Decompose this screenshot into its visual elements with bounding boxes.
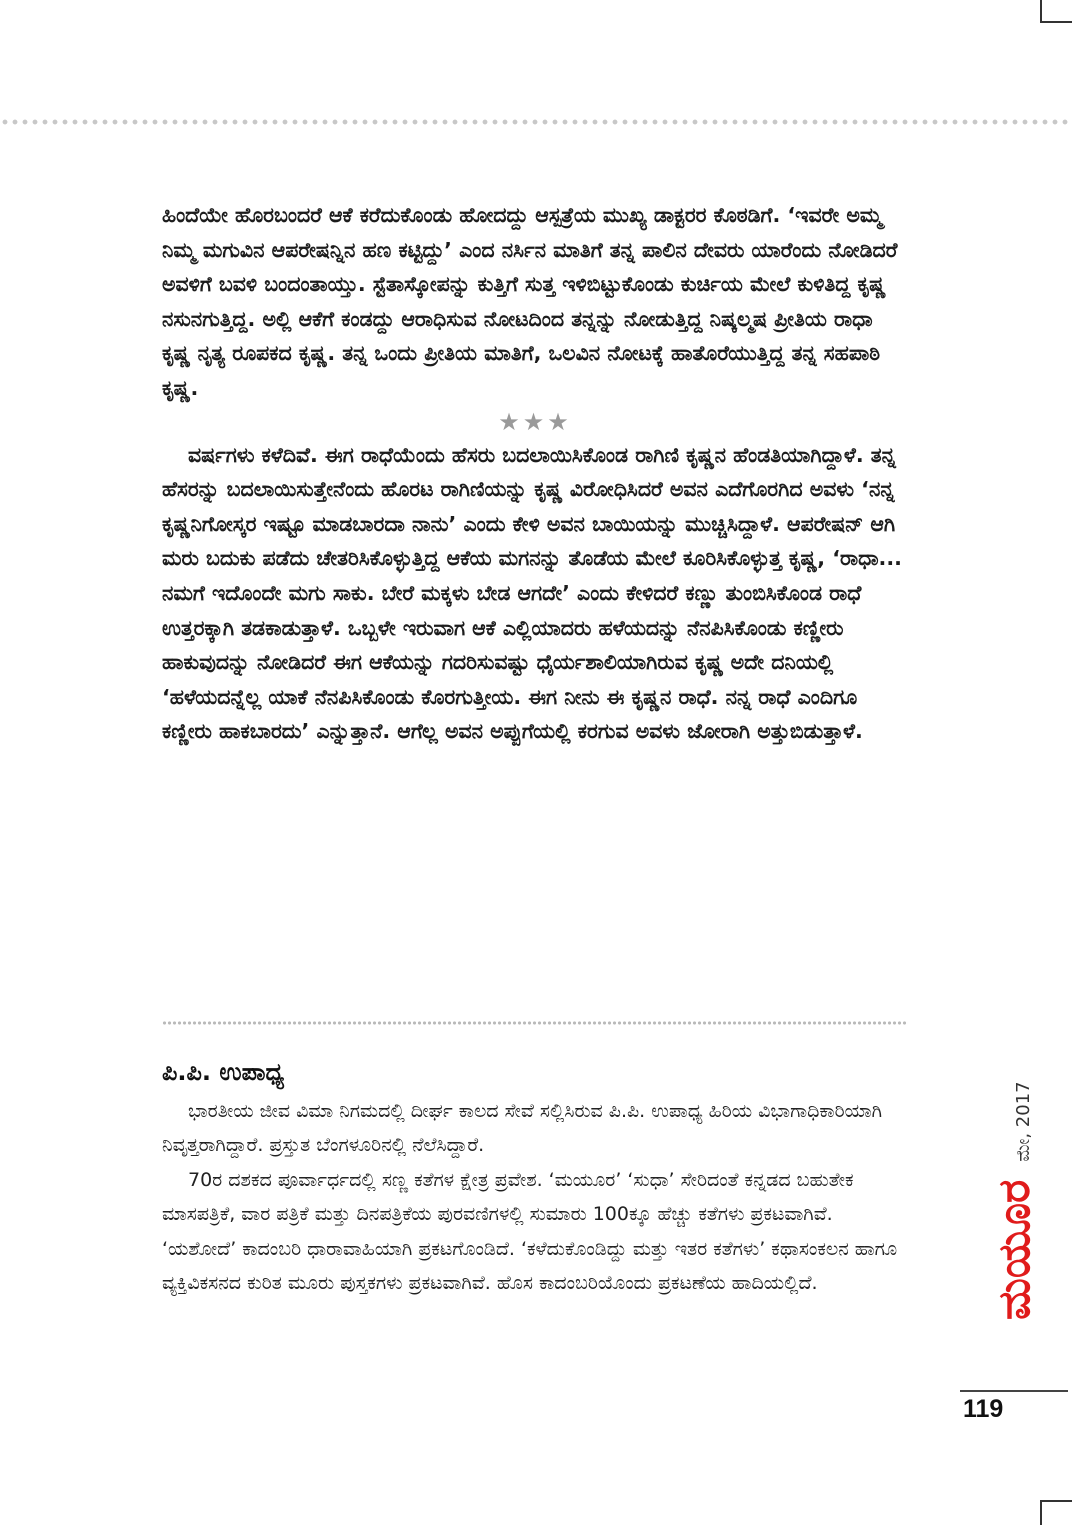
page-number-rule bbox=[960, 1390, 1068, 1392]
crop-mark-top-right-vertical bbox=[1040, 0, 1042, 22]
magazine-logo: ಮಯೂರ bbox=[989, 1179, 1040, 1320]
section-separator-stars: ★★★ bbox=[498, 407, 572, 436]
section-dotted-rule bbox=[162, 1020, 908, 1026]
crop-mark-bottom-right-horizontal bbox=[1040, 1500, 1072, 1502]
crop-mark-top-right-horizontal bbox=[1040, 21, 1072, 23]
author-bio-paragraph-1: ಭಾರತೀಯ ಜೀವ ವಿಮಾ ನಿಗಮದಲ್ಲಿ ದೀರ್ಘ ಕಾಲದ ಸೇವೆ ಸಲ್ಲಿಸಿರುವ ಪಿ.ಪಿ. ಉಪಾಧ್ಯ ಹಿರಿಯ ವಿಭಾಗಾಧಿಕಾರಿಯಾಗಿ ನಿವೃತ್ತರಾಗಿದ್ದಾರೆ. ಪ್ರಸ್ತುತ ಬೆಂಗಳೂರಿನಲ್ಲಿ ನೆಲೆಸಿದ್ದಾರೆ. bbox=[162, 1100, 883, 1157]
page-number: 119 bbox=[963, 1395, 1004, 1423]
story-paragraph-1: ಹಿಂದೆಯೇ ಹೊರಬಂದರೆ ಆಕೆ ಕರೆದುಕೊಂಡು ಹೋದದ್ದು ಆಸ್ಪತ್ರೆಯ ಮುಖ್ಯ ಡಾಕ್ಟರರ ಕೊಠಡಿಗೆ. ‘ಇವರೇ ಅಮ್ಮ ನಿಮ್ಮ ಮಗುವಿನ ಆಪರೇಷನ್ನಿನ ಹಣ ಕಟ್ಟಿದ್ದು’ ಎಂದ ನರ್ಸಿನ ಮಾತಿಗೆ ತನ್ನ ಪಾಲಿನ ದೇವರು ಯಾರೆಂದು ನೋಡಿದರೆ ಅವಳಿಗೆ ಬವಳಿ ಬಂದಂತಾಯ್ತು. ಸ್ಟೆತಾಸ್ಕೋಪನ್ನು ಕುತ್ತಿಗೆ ಸುತ್ತ ಇಳಿಬಿಟ್ಟುಕೊಂಡು ಕುರ್ಚಿಯ ಮೇಲೆ ಕುಳಿತಿದ್ದ ಕೃಷ್ಣ ನಸುನಗುತ್ತಿದ್ದ. ಅಲ್ಲಿ ಆಕೆಗೆ ಕಂಡದ್ದು ಆರಾಧಿಸುವ ನೋಟದಿಂದ ತನ್ನನ್ನು ನೋಡುತ್ತಿದ್ದ ನಿಷ್ಕಲ್ಮಷ ಪ್ರೀತಿಯ ರಾಧಾ ಕೃಷ್ಣ ನೃತ್ಯ ರೂಪಕದ ಕೃಷ್ಣ. ತನ್ನ ಒಂದು ಪ್ರೀತಿಯ ಮಾತಿಗೆ, ಒಲವಿನ ನೋಟಕ್ಕೆ ಹಾತೊರೆಯುತ್ತಿದ್ದ ತನ್ನ ಸಹಪಾಠಿ ಕೃಷ್ಣ. bbox=[162, 203, 898, 400]
issue-date: ಮೇ, 2017 bbox=[1013, 1081, 1034, 1162]
author-bio bbox=[162, 1094, 908, 1300]
top-dotted-rule bbox=[0, 118, 1072, 126]
story-paragraph-2: ವರ್ಷಗಳು ಕಳೆದಿವೆ. ಈಗ ರಾಧೆಯೆಂದು ಹೆಸರು ಬದಲಾಯಿಸಿಕೊಂಡ ರಾಗಿಣಿ ಕೃಷ್ಣನ ಹೆಂಡತಿಯಾಗಿದ್ದಾಳೆ. ತನ್ನ ಹೆಸರನ್ನು ಬದಲಾಯಿಸುತ್ತೇನೆಂದು ಹೊರಟ ರಾಗಿಣಿಯನ್ನು ಕೃಷ್ಣ ವಿರೋಧಿಸಿದರೆ ಅವನ ಎದೆಗೊರಗಿದ ಅವಳು ‘ನನ್ನ ಕೃಷ್ಣನಿಗೋಸ್ಕರ ಇಷ್ಟೂ ಮಾಡಬಾರದಾ ನಾನು’ ಎಂದು ಕೇಳಿ ಅವನ ಬಾಯಿಯನ್ನು ಮುಚ್ಚಿಸಿದ್ದಾಳೆ. ಆಪರೇಷನ್ ಆಗಿ ಮರು ಬದುಕು ಪಡೆದು ಚೇತರಿಸಿಕೊಳ್ಳುತ್ತಿದ್ದ ಆಕೆಯ ಮಗನನ್ನು ತೊಡೆಯ ಮೇಲೆ ಕೂರಿಸಿಕೊಳ್ಳುತ್ತ ಕೃಷ್ಣ, ‘ರಾಧಾ... ನಮಗೆ ಇದೊಂದೇ ಮಗು ಸಾಕು. ಬೇರೆ ಮಕ್ಕಳು ಬೇಡ ಆಗದೇ’ ಎಂದು ಕೇಳಿದರೆ ಕಣ್ಣು ತುಂಬಿಸಿಕೊಂಡ ರಾಧೆ ಉತ್ತರಕ್ಕಾಗಿ ತಡಕಾಡುತ್ತಾಳೆ. ಒಬ್ಬಳೇ ಇರುವಾಗ ಆಕೆ ಎಲ್ಲಿಯಾದರು ಹಳೆಯದನ್ನು ನೆನಪಿಸಿಕೊಂಡು ಕಣ್ಣೀರು ಹಾಕುವುದನ್ನು ನೋಡಿದರೆ ಈಗ ಆಕೆಯನ್ನು ಗದರಿಸುವಷ್ಟು ಧೈರ್ಯಶಾಲಿಯಾಗಿರುವ ಕೃಷ್ಣ ಅದೇ ದನಿಯಲ್ಲಿ ‘ಹಳೆಯದನ್ನೆಲ್ಲ ಯಾಕೆ ನೆನಪಿಸಿಕೊಂಡು ಕೊರಗುತ್ತೀಯ. ಈಗ ನೀನು ಈ ಕೃಷ್ಣನ ರಾಧೆ. ನನ್ನ ರಾಧೆ ಎಂದಿಗೂ ಕಣ್ಣೀರು ಹಾಕಬಾರದು’ ಎನ್ನುತ್ತಾನೆ. ಆಗೆಲ್ಲ ಅವನ ಅಪ್ಪುಗೆಯಲ್ಲಿ ಕರಗುವ ಅವಳು ಜೋರಾಗಿ ಅತ್ತುಬಿಡುತ್ತಾಳೆ. bbox=[162, 442, 902, 744]
crop-mark-bottom-right-vertical bbox=[1040, 1500, 1042, 1525]
author-bio-paragraph-2: 70ರ ದಶಕದ ಪೂರ್ವಾರ್ಧದಲ್ಲಿ ಸಣ್ಣ ಕತೆಗಳ ಕ್ಷೇತ್ರ ಪ್ರವೇಶ. ‘ಮಯೂರ’ ‘ಸುಧಾ’ ಸೇರಿದಂತೆ ಕನ್ನಡದ ಬಹುತೇಕ ಮಾಸಪತ್ರಿಕೆ, ವಾರ ಪತ್ರಿಕೆ ಮತ್ತು ದಿನಪತ್ರಿಕೆಯ ಪುರವಣಿಗಳಲ್ಲಿ ಸುಮಾರು 100ಕ್ಕೂ ಹೆಚ್ಚು ಕತೆಗಳು ಪ್ರಕಟವಾಗಿವೆ. ‘ಯಶೋದೆ’ ಕಾದಂಬರಿ ಧಾರಾವಾಹಿಯಾಗಿ ಪ್ರಕಟಗೊಂಡಿದೆ. ‘ಕಳೆದುಕೊಂಡಿದ್ದು ಮತ್ತು ಇತರ ಕತೆಗಳು’ ಕಥಾಸಂಕಲನ ಹಾಗೂ ವ್ಯಕ್ತಿವಿಕಸನದ ಕುರಿತ ಮೂರು ಪುಸ್ತಕಗಳು ಪ್ರಕಟವಾಗಿವೆ. ಹೊಸ ಕಾದಂಬರಿಯೊಂದು ಪ್ರಕಟಣೆಯ ಹಾದಿಯಲ್ಲಿದೆ. bbox=[162, 1168, 898, 1295]
story-text bbox=[162, 198, 908, 749]
author-name: ಪಿ.ಪಿ. ಉಪಾಧ್ಯ bbox=[162, 1058, 285, 1086]
side-masthead bbox=[990, 1081, 1040, 1320]
